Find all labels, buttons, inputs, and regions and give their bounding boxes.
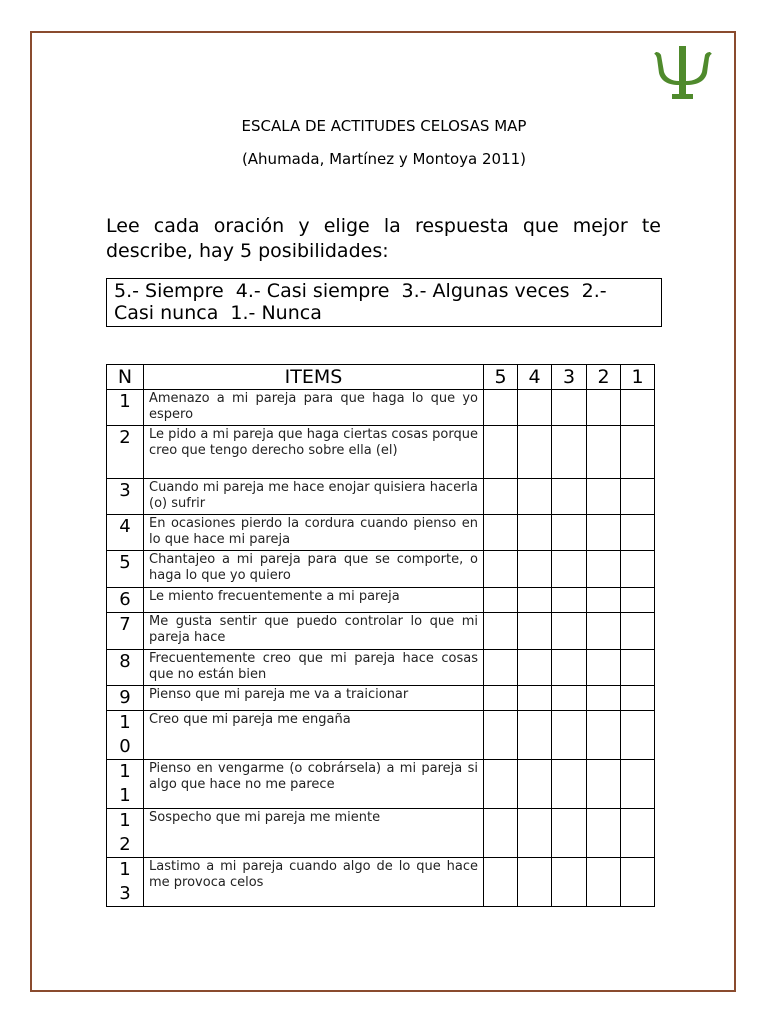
item-text: Me gusta sentir que puedo controlar lo que mi pareja hace <box>144 613 484 650</box>
score-3-cell[interactable] <box>552 588 587 613</box>
score-3-cell[interactable] <box>552 515 587 551</box>
score-5-cell[interactable] <box>484 551 518 588</box>
header-items: ITEMS <box>144 365 484 390</box>
score-2-cell[interactable] <box>587 711 621 760</box>
score-5-cell[interactable] <box>484 711 518 760</box>
score-1-cell[interactable] <box>621 711 655 760</box>
item-number: 3 <box>107 479 144 515</box>
score-5-cell[interactable] <box>484 479 518 515</box>
score-2-cell[interactable] <box>587 515 621 551</box>
table-row <box>107 650 655 686</box>
score-1-cell[interactable] <box>621 515 655 551</box>
score-2-cell[interactable] <box>587 760 621 809</box>
table-row <box>107 588 655 613</box>
header-n: N <box>107 365 144 390</box>
item-number: 8 <box>107 650 144 686</box>
score-2-cell[interactable] <box>587 426 621 479</box>
score-3-cell[interactable] <box>552 479 587 515</box>
item-text: Pienso en vengarme (o cobrársela) a mi pareja si algo que hace no me parece <box>144 760 484 809</box>
score-5-cell[interactable] <box>484 686 518 711</box>
score-3-cell[interactable] <box>552 809 587 858</box>
score-5-cell[interactable] <box>484 650 518 686</box>
response-options-line-1: 5.- Siempre 4.- Casi siempre 3.- Algunas veces 2.- <box>114 280 607 302</box>
score-4-cell[interactable] <box>518 686 552 711</box>
score-1-cell[interactable] <box>621 588 655 613</box>
score-5-cell[interactable] <box>484 426 518 479</box>
score-1-cell[interactable] <box>621 686 655 711</box>
score-4-cell[interactable] <box>518 613 552 650</box>
response-options-line-2: Casi nunca 1.- Nunca <box>114 302 322 324</box>
score-1-cell[interactable] <box>621 760 655 809</box>
item-text: En ocasiones pierdo la cordura cuando pienso en lo que hace mi pareja <box>144 515 484 551</box>
item-text: Cuando mi pareja me hace enojar quisiera hacerla (o) sufrir <box>144 479 484 515</box>
score-5-cell[interactable] <box>484 613 518 650</box>
score-2-cell[interactable] <box>587 809 621 858</box>
score-4-cell[interactable] <box>518 515 552 551</box>
table-row <box>107 390 655 426</box>
score-5-cell[interactable] <box>484 515 518 551</box>
score-2-cell[interactable] <box>587 551 621 588</box>
score-4-cell[interactable] <box>518 588 552 613</box>
score-1-cell[interactable] <box>621 650 655 686</box>
score-3-cell[interactable] <box>552 686 587 711</box>
score-3-cell[interactable] <box>552 613 587 650</box>
document-title: ESCALA DE ACTITUDES CELOSAS MAP <box>241 117 527 135</box>
table-row <box>107 613 655 650</box>
score-5-cell[interactable] <box>484 760 518 809</box>
instructions-line-1: Lee cada oración y elige la respuesta que mejor te <box>106 215 661 237</box>
item-number: 9 <box>107 686 144 711</box>
score-2-cell[interactable] <box>587 588 621 613</box>
score-3-cell[interactable] <box>552 650 587 686</box>
items-table <box>106 364 655 907</box>
instructions <box>106 214 661 264</box>
table-row <box>107 858 655 907</box>
item-number: 2 <box>107 426 144 479</box>
score-3-cell[interactable] <box>552 551 587 588</box>
score-4-cell[interactable] <box>518 858 552 907</box>
item-number: 13 <box>107 858 144 907</box>
score-3-cell[interactable] <box>552 426 587 479</box>
score-2-cell[interactable] <box>587 650 621 686</box>
score-1-cell[interactable] <box>621 809 655 858</box>
score-2-cell[interactable] <box>587 390 621 426</box>
score-4-cell[interactable] <box>518 809 552 858</box>
score-4-cell[interactable] <box>518 426 552 479</box>
table-row <box>107 515 655 551</box>
header-score-5: 5 <box>484 365 518 390</box>
score-4-cell[interactable] <box>518 650 552 686</box>
score-4-cell[interactable] <box>518 390 552 426</box>
item-number: 4 <box>107 515 144 551</box>
score-4-cell[interactable] <box>518 760 552 809</box>
item-number: 6 <box>107 588 144 613</box>
score-5-cell[interactable] <box>484 588 518 613</box>
score-2-cell[interactable] <box>587 858 621 907</box>
item-text: Le pido a mi pareja que haga ciertas cosas porque creo que tengo derecho sobre ella (el) <box>144 426 484 479</box>
table-row <box>107 809 655 858</box>
item-text: Lastimo a mi pareja cuando algo de lo que hace me provoca celos <box>144 858 484 907</box>
score-1-cell[interactable] <box>621 390 655 426</box>
item-number: 7 <box>107 613 144 650</box>
score-4-cell[interactable] <box>518 479 552 515</box>
header-score-3: 3 <box>552 365 587 390</box>
table-header-row <box>107 365 655 390</box>
item-number: 12 <box>107 809 144 858</box>
table-row <box>107 711 655 760</box>
document-subtitle: (Ahumada, Martínez y Montoya 2011) <box>241 150 527 168</box>
score-2-cell[interactable] <box>587 479 621 515</box>
table-row <box>107 479 655 515</box>
table-row <box>107 426 655 479</box>
item-number: 1 <box>107 390 144 426</box>
score-5-cell[interactable] <box>484 858 518 907</box>
instructions-line-2: describe, hay 5 posibilidades: <box>106 240 389 262</box>
item-text: Sospecho que mi pareja me miente <box>144 809 484 858</box>
score-1-cell[interactable] <box>621 426 655 479</box>
score-1-cell[interactable] <box>621 613 655 650</box>
score-1-cell[interactable] <box>621 858 655 907</box>
item-text: Amenazo a mi pareja para que haga lo que yo espero <box>144 390 484 426</box>
score-3-cell[interactable] <box>552 760 587 809</box>
score-4-cell[interactable] <box>518 711 552 760</box>
item-number: 11 <box>107 760 144 809</box>
score-3-cell[interactable] <box>552 390 587 426</box>
response-options-box <box>106 278 662 327</box>
score-3-cell[interactable] <box>552 711 587 760</box>
score-2-cell[interactable] <box>587 613 621 650</box>
item-text: Pienso que mi pareja me va a traicionar <box>144 686 484 711</box>
score-3-cell[interactable] <box>552 858 587 907</box>
item-text: Creo que mi pareja me engaña <box>144 711 484 760</box>
score-1-cell[interactable] <box>621 479 655 515</box>
score-5-cell[interactable] <box>484 390 518 426</box>
psi-icon <box>652 44 714 100</box>
item-number: 5 <box>107 551 144 588</box>
table-row <box>107 760 655 809</box>
header-score-1: 1 <box>621 365 655 390</box>
table-row <box>107 686 655 711</box>
item-text: Le miento frecuentemente a mi pareja <box>144 588 484 613</box>
table-row <box>107 551 655 588</box>
item-text: Frecuentemente creo que mi pareja hace cosas que no están bien <box>144 650 484 686</box>
score-4-cell[interactable] <box>518 551 552 588</box>
score-1-cell[interactable] <box>621 551 655 588</box>
item-text: Chantajeo a mi pareja para que se comporte, o haga lo que yo quiero <box>144 551 484 588</box>
item-number: 10 <box>107 711 144 760</box>
score-2-cell[interactable] <box>587 686 621 711</box>
header-score-2: 2 <box>587 365 621 390</box>
score-5-cell[interactable] <box>484 809 518 858</box>
header-score-4: 4 <box>518 365 552 390</box>
